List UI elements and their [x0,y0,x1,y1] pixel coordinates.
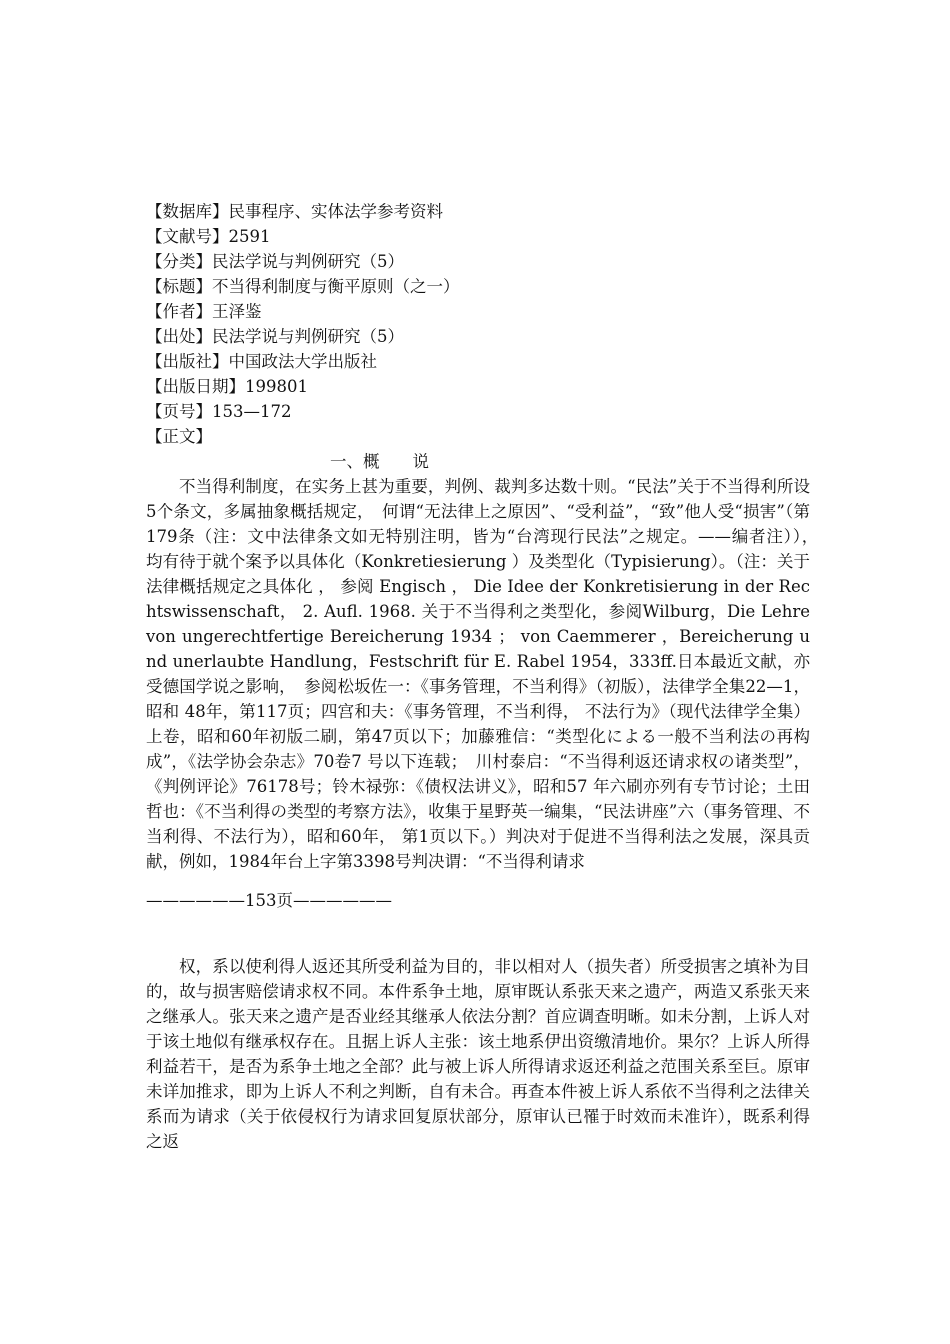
meta-label: 【文献号】 [146,227,229,246]
meta-label: 【作者】 [146,302,212,321]
meta-label: 【数据库】 [146,202,229,221]
document-page [146,199,843,1154]
meta-value: 不当得利制度与衡平原则（之一） [212,277,460,296]
meta-label: 【出版日期】 [146,377,245,396]
meta-value: 199801 [245,377,308,396]
meta-label: 【出版社】 [146,352,229,371]
meta-label: 【正文】 [146,427,212,446]
meta-document-number [146,224,810,249]
meta-body [146,424,810,449]
body-paragraph-1: 不当得利制度，在实务上甚为重要，判例、裁判多达数十则。“民法”关于不当得利所设5个条文，多属抽象概括规定， 何谓“无法律上之原因”、“受利益”，“致”他人受“损害”（第179条（注：文中法律条文如无特别注明，皆为“台湾现行民法”之规定。——编者注））， 均有待于就个案予以具体化（Konkretiesierung ）及类型化（Typisierung）。（注：关于法律概括规定之具体化 ， 参阅 Engisch ， Die Idee der Konkretisierung in der Rechtswissenschaft， 2. Aufl. 1968. 关于不当得利之类型化，参阅Wilburg，Die Lehre von ungerechtfertige Bereicherung 1934 ； von Caemmerer ，Bereicherung und unerlaubte Handlung，Festschrift für E. Rabel 1954，333ff.日本最近文献，亦受德国学说之影响， 参阅松坂佐一：《事务管理，不当利得》（初版），法律学全集22—1，昭和 48年，第117页；四宫和夫：《事务管理，不当利得， 不法行为》（现代法律学全集）上卷，昭和60年初版二刷，第47页以下；加藤雅信：“类型化による一般不当利法の再构成”，《法学协会杂志》70卷7 号以下连载； 川村泰启：“不当得利返还请求权の诸类型”，《判例评论》76178号；铃木禄弥：《债权法讲义》，昭和57 年六刷亦列有专节讨论；土田哲也：《不当利得の类型的考察方法》，收集于星野英一编集，“民法讲座”六（事务管理、不当利得、不法行为），昭和60年， 第1页以下。）判决对于促进不当得利法之发展，深具贡献，例如，1984年台上字第3398号判决谓：“不当得利请求 [146,477,843,871]
meta-value: 民法学说与判例研究（5） [212,327,404,346]
meta-database [146,199,810,224]
meta-value: 民法学说与判例研究（5） [212,252,404,271]
meta-value: 民事程序、实体法学参考资料 [228,202,443,221]
meta-label: 【页号】 [146,402,212,421]
meta-value: 2591 [228,227,271,246]
meta-label: 【分类】 [146,252,212,271]
page-break-marker: ——————153页—————— [146,891,392,910]
meta-title [146,274,810,299]
meta-publish-date [146,374,810,399]
meta-value: 153—172 [212,402,292,421]
meta-source [146,324,810,349]
body-paragraph-2: 权，系以使利得人返还其所受利益为目的，非以相对人（损失者）所受损害之填补为目的，故与损害赔偿请求权不同。本件系争土地，原审既认系张天来之遗产，两造又系张天来之继承人。张天来之遗产是否业经其继承人依法分割？首应调查明晰。如未分割，上诉人对于该土地似有继承权存在。且据上诉人主张：该土地系伊出资缴清地价。果尔？上诉人所得利益若干，是否为系争土地之全部？此与被上诉人所得请求返还利益之范围关系至巨。原审未详加推求，即为上诉人不利之判断，自有未合。再查本件被上诉人系依不当得利之法律关系而为请求（关于依侵权行为请求回复原状部分，原审认已罹于时效而未准许），既系利得之返 [146,957,810,1151]
meta-category [146,249,810,274]
meta-label: 【标题】 [146,277,212,296]
meta-value: 中国政法大学出版社 [228,352,377,371]
meta-author [146,299,810,324]
meta-value: 王泽鉴 [212,302,262,321]
meta-pages [146,399,810,424]
meta-publisher [146,349,810,374]
meta-label: 【出处】 [146,327,212,346]
section-heading: 一、概 说 [330,452,429,471]
